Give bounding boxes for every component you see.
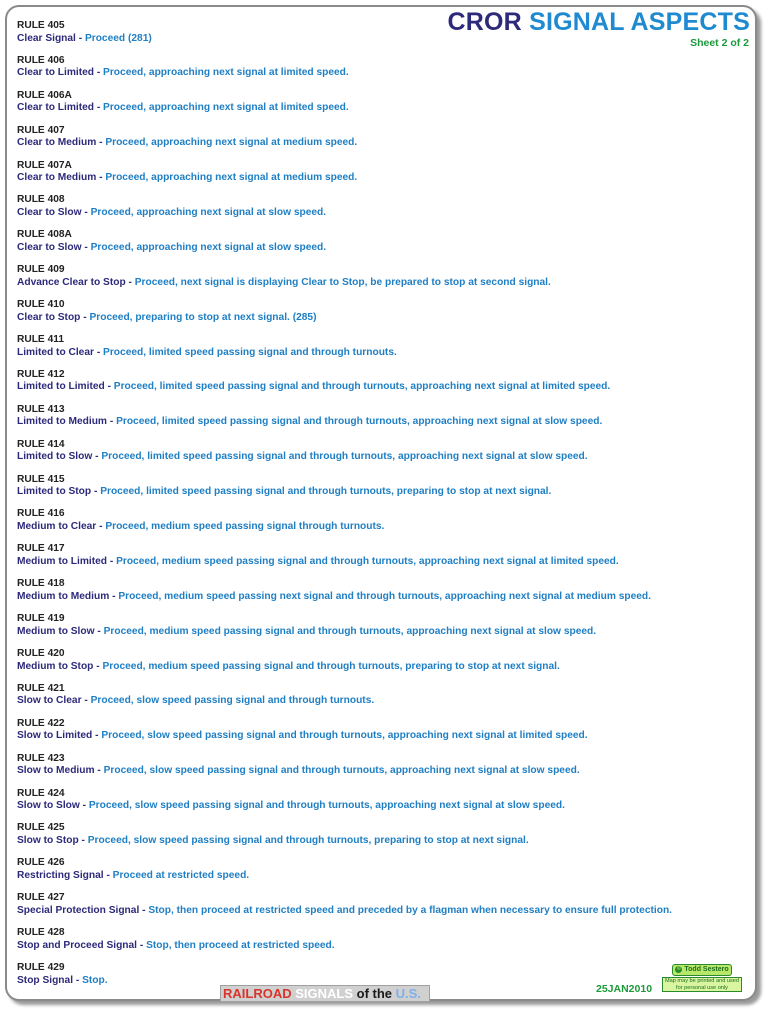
rule-separator: - xyxy=(91,486,101,498)
rule-aspect-name: Limited to Slow xyxy=(17,451,93,463)
rule-separator: - xyxy=(92,451,102,463)
rule-number: RULE 418 xyxy=(17,578,65,590)
rule-item xyxy=(17,125,757,160)
rule-description: Proceed, preparing to stop at next signal. (285) xyxy=(89,311,317,323)
brand-of-the: of the xyxy=(353,986,396,1001)
rule-aspect-name: Limited to Limited xyxy=(17,381,105,393)
rule-number: RULE 407A xyxy=(17,159,72,171)
rule-separator: - xyxy=(96,137,106,149)
rule-separator: - xyxy=(125,276,135,288)
rule-line xyxy=(17,556,757,569)
rule-item xyxy=(17,194,757,229)
rule-item xyxy=(17,474,757,509)
rule-item xyxy=(17,543,757,578)
rule-line xyxy=(17,33,757,46)
rule-item xyxy=(17,753,757,788)
rule-aspect-name: Medium to Stop xyxy=(17,660,94,672)
rule-item xyxy=(17,334,757,369)
rule-item xyxy=(17,20,757,55)
rule-separator: - xyxy=(79,800,89,812)
rule-number: RULE 425 xyxy=(17,822,65,834)
sheet-number: Sheet 2 of 2 xyxy=(690,37,749,49)
rules-list xyxy=(17,20,757,997)
rule-number: RULE 408 xyxy=(17,194,65,206)
rule-item xyxy=(17,90,757,125)
rule-description: Proceed, approaching next signal at slow speed. xyxy=(90,206,327,218)
rule-description: Proceed, slow speed passing signal and through turnouts. xyxy=(90,695,375,707)
rule-number: RULE 410 xyxy=(17,299,65,311)
rule-description: Proceed, limited speed passing signal and through turnouts, preparing to stop at next signal. xyxy=(100,486,552,498)
rule-description: Proceed, medium speed passing next signal and through turnouts, approaching next signal at medium speed. xyxy=(118,590,651,602)
rule-line xyxy=(17,102,757,115)
rule-separator: - xyxy=(96,172,106,184)
rule-separator: - xyxy=(81,206,91,218)
revision-date: 25JAN2010 xyxy=(596,983,653,995)
rule-item xyxy=(17,613,757,648)
rule-aspect-name: Clear to Slow xyxy=(17,241,82,253)
rule-aspect-name: Restricting Signal xyxy=(17,869,104,881)
rule-description: Proceed, approaching next signal at medium speed. xyxy=(105,172,358,184)
rule-line xyxy=(17,835,757,848)
rule-aspect-name: Medium to Medium xyxy=(17,590,110,602)
rule-separator: - xyxy=(109,590,119,602)
brand-signals: SIGNALS xyxy=(291,986,354,1001)
rule-line xyxy=(17,626,757,639)
rule-number: RULE 421 xyxy=(17,682,65,694)
rule-number: RULE 424 xyxy=(17,787,65,799)
rule-separator: - xyxy=(81,695,91,707)
rule-separator: - xyxy=(107,555,117,567)
rule-aspect-name: Clear to Medium xyxy=(17,172,97,184)
rule-separator: - xyxy=(73,974,83,986)
rule-line xyxy=(17,695,757,708)
rule-aspect-name: Limited to Clear xyxy=(17,346,94,358)
rule-item xyxy=(17,55,757,90)
rule-line xyxy=(17,207,757,220)
rule-separator: - xyxy=(94,625,104,637)
rule-number: RULE 414 xyxy=(17,438,65,450)
rule-number: RULE 412 xyxy=(17,368,65,380)
rule-separator: - xyxy=(81,241,91,253)
rule-description: Stop. xyxy=(82,974,108,986)
rule-number: RULE 420 xyxy=(17,648,65,660)
rule-aspect-name: Clear to Slow xyxy=(17,206,82,218)
rule-line xyxy=(17,381,757,394)
rule-item xyxy=(17,788,757,823)
rule-separator: - xyxy=(103,869,113,881)
brand-railroad: RAILROAD xyxy=(223,986,292,1001)
rule-aspect-name: Limited to Medium xyxy=(17,416,107,428)
rule-aspect-name: Limited to Stop xyxy=(17,486,92,498)
rule-item xyxy=(17,264,757,299)
rule-description: Proceed, slow speed passing signal and through turnouts, preparing to stop at next signal. xyxy=(87,834,529,846)
rule-number: RULE 405 xyxy=(17,20,65,31)
rule-item xyxy=(17,299,757,334)
rule-line xyxy=(17,416,757,429)
rule-aspect-name: Clear to Medium xyxy=(17,137,97,149)
rule-number: RULE 408A xyxy=(17,229,72,241)
copyright-icon: © xyxy=(677,965,681,972)
rule-description: Proceed, next signal is displaying Clear to Stop, be prepared to stop at second signal. xyxy=(134,276,551,288)
rule-item xyxy=(17,508,757,543)
rule-number: RULE 423 xyxy=(17,752,65,764)
rule-description: Proceed, medium speed passing signal and through turnouts, approaching next signal at slow speed. xyxy=(103,625,597,637)
rule-item xyxy=(17,892,757,927)
rule-aspect-name: Slow to Stop xyxy=(17,834,79,846)
rule-separator: - xyxy=(75,32,85,44)
rule-item xyxy=(17,439,757,474)
footer-brand-logo xyxy=(220,985,430,1002)
rule-number: RULE 415 xyxy=(17,473,65,485)
rule-line xyxy=(17,730,757,743)
author-name: Todd Sestero xyxy=(684,966,729,973)
rule-separator: - xyxy=(93,660,103,672)
rule-aspect-name: Clear to Limited xyxy=(17,67,94,79)
rule-aspect-name: Slow to Slow xyxy=(17,800,80,812)
rule-number: RULE 406A xyxy=(17,89,72,101)
title-part-signal-aspects: SIGNAL ASPECTS xyxy=(529,8,750,36)
rule-number: RULE 422 xyxy=(17,717,65,729)
rule-aspect-name: Stop and Proceed Signal xyxy=(17,939,138,951)
rule-aspect-name: Clear to Limited xyxy=(17,102,94,114)
rule-description: Proceed, approaching next signal at limited speed. xyxy=(103,102,349,114)
rule-item xyxy=(17,229,757,264)
rule-separator: - xyxy=(104,381,114,393)
rule-item xyxy=(17,822,757,857)
rule-line xyxy=(17,661,757,674)
rule-line xyxy=(17,312,757,325)
rule-description: Proceed, approaching next signal at limited speed. xyxy=(103,67,349,79)
rule-line xyxy=(17,242,757,255)
rule-separator: - xyxy=(94,765,104,777)
rule-description: Proceed, slow speed passing signal and through turnouts, approaching next signal at slow speed. xyxy=(88,800,565,812)
rule-aspect-name: Stop Signal xyxy=(17,974,74,986)
rule-description: Proceed, approaching next signal at medium speed. xyxy=(105,137,358,149)
rule-number: RULE 426 xyxy=(17,857,65,869)
rule-aspect-name: Slow to Clear xyxy=(17,695,82,707)
rule-aspect-name: Slow to Medium xyxy=(17,765,95,777)
rule-separator: - xyxy=(78,834,88,846)
rule-aspect-name: Special Protection Signal xyxy=(17,904,140,916)
author-badge xyxy=(672,964,732,976)
rule-number: RULE 427 xyxy=(17,892,65,904)
rule-description: Proceed, medium speed passing signal and through turnouts, approaching next signal at limited speed. xyxy=(116,555,619,567)
rule-line xyxy=(17,347,757,360)
rule-description: Proceed, slow speed passing signal and through turnouts, approaching next signal at limited speed. xyxy=(101,730,588,742)
rule-number: RULE 406 xyxy=(17,54,65,66)
rule-number: RULE 407 xyxy=(17,124,65,136)
brand-us: U.S. xyxy=(395,986,421,1001)
rule-separator: - xyxy=(92,730,102,742)
rule-number: RULE 409 xyxy=(17,264,65,276)
rule-line xyxy=(17,67,757,80)
rule-item xyxy=(17,404,757,439)
rule-aspect-name: Medium to Clear xyxy=(17,520,97,532)
rule-number: RULE 429 xyxy=(17,962,65,974)
rule-description: Proceed, slow speed passing signal and through turnouts, approaching next signal at slow speed. xyxy=(103,765,580,777)
rule-number: RULE 428 xyxy=(17,927,65,939)
rule-description: Proceed, approaching next signal at slow speed. xyxy=(90,241,327,253)
rule-description: Proceed, limited speed passing signal and through turnouts, approaching next signal at slow speed. xyxy=(101,451,588,463)
rule-line xyxy=(17,486,757,499)
rule-separator: - xyxy=(107,416,117,428)
rule-line xyxy=(17,765,757,778)
rule-aspect-name: Medium to Limited xyxy=(17,555,107,567)
rule-line xyxy=(17,800,757,813)
rule-item xyxy=(17,718,757,753)
rule-line xyxy=(17,591,757,604)
rule-aspect-name: Advance Clear to Stop xyxy=(17,276,126,288)
rule-separator: - xyxy=(93,102,104,114)
rule-line xyxy=(17,451,757,464)
rule-line xyxy=(17,521,757,534)
rule-separator: - xyxy=(80,311,90,323)
rule-item xyxy=(17,927,757,962)
rule-description: Stop, then proceed at restricted speed and preceded by a flagman when necessary to ensure full protection. xyxy=(148,904,673,916)
rule-item xyxy=(17,369,757,404)
rule-number: RULE 413 xyxy=(17,403,65,415)
rule-item xyxy=(17,578,757,613)
rule-number: RULE 411 xyxy=(17,334,64,346)
rule-description: Proceed, medium speed passing signal and through turnouts, preparing to stop at next signal. xyxy=(102,660,560,672)
rule-description: Proceed at restricted speed. xyxy=(112,869,250,881)
rule-separator: - xyxy=(93,67,104,79)
rule-item xyxy=(17,683,757,718)
rule-item xyxy=(17,648,757,683)
rule-separator: - xyxy=(139,904,149,916)
rule-number: RULE 419 xyxy=(17,613,65,625)
rule-description: Proceed (281) xyxy=(84,32,152,44)
rule-item xyxy=(17,160,757,195)
usage-note: Map may be printed and used for personal use only xyxy=(662,977,742,992)
rule-description: Proceed, limited speed passing signal and through turnouts, approaching next signal at limited speed. xyxy=(113,381,611,393)
rule-aspect-name: Clear Signal xyxy=(17,32,76,44)
rule-number: RULE 416 xyxy=(17,508,65,520)
rule-description: Stop, then proceed at restricted speed. xyxy=(146,939,335,951)
rule-aspect-name: Clear to Stop xyxy=(17,311,81,323)
rule-description: Proceed, medium speed passing signal through turnouts. xyxy=(105,520,385,532)
rule-line xyxy=(17,870,757,883)
rule-item xyxy=(17,857,757,892)
rule-number: RULE 417 xyxy=(17,543,65,555)
rule-description: Proceed, limited speed passing signal and through turnouts. xyxy=(103,346,397,358)
rule-separator: - xyxy=(93,346,104,358)
rule-line xyxy=(17,137,757,150)
rule-separator: - xyxy=(96,520,106,532)
rule-line xyxy=(17,940,757,953)
rule-line xyxy=(17,905,757,918)
rule-line xyxy=(17,277,757,290)
rule-line xyxy=(17,172,757,185)
rule-separator: - xyxy=(137,939,147,951)
rule-aspect-name: Slow to Limited xyxy=(17,730,93,742)
rule-aspect-name: Medium to Slow xyxy=(17,625,95,637)
title-part-cror: CROR xyxy=(447,8,522,36)
rule-description: Proceed, limited speed passing signal and through turnouts, approaching next signal at slow speed. xyxy=(116,416,603,428)
